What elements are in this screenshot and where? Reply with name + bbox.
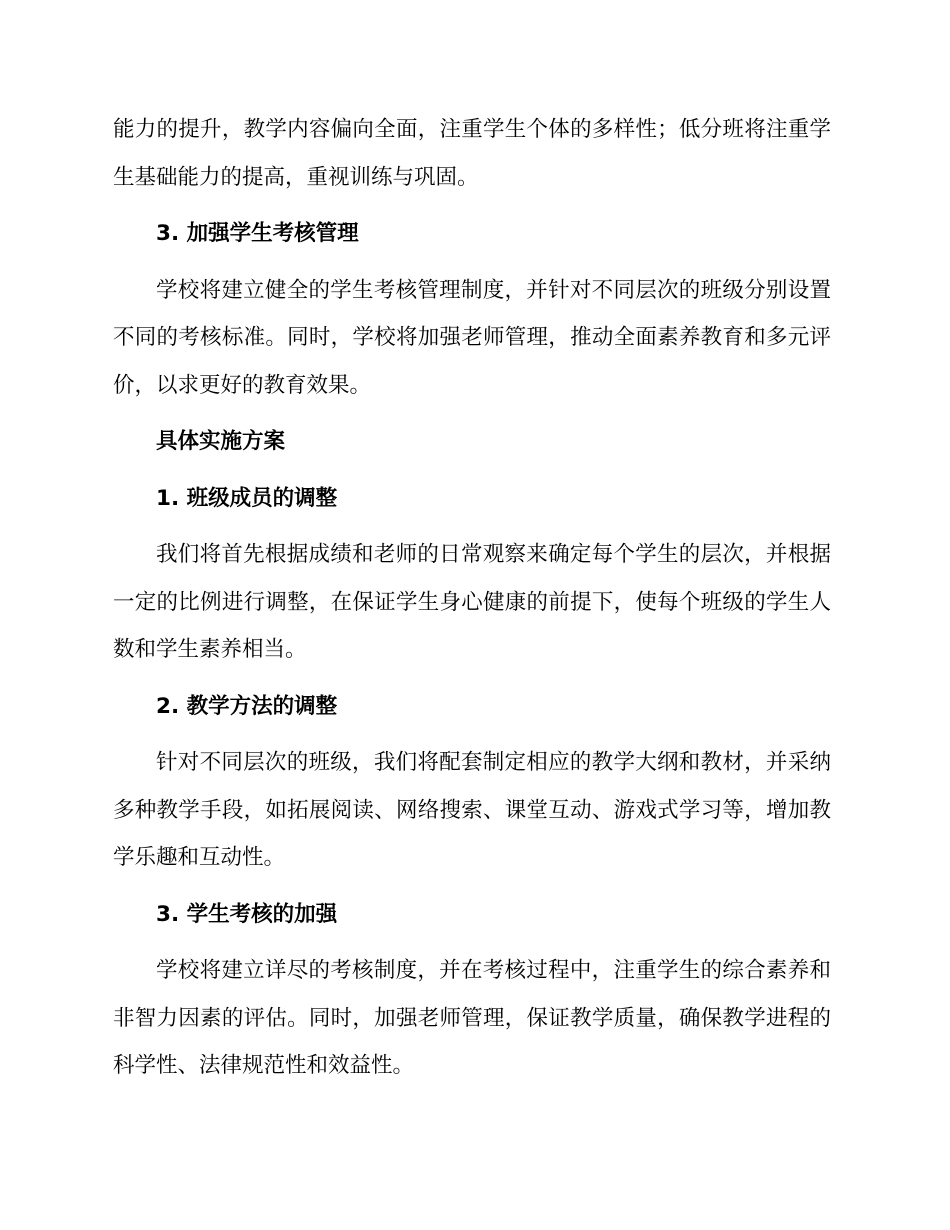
heading-implementation-plan: 具体实施方案 [156, 429, 286, 454]
paragraph-assessment-management: 学校将建立健全的学生考核管理制度，并针对不同层次的班级分别设置不同的考核标准。同时，学校将加强老师管理，推动全面素养教育和多元评价，以求更好的教育效果。 [113, 277, 831, 398]
heading-teaching-method: 2. 教学方法的调整 [156, 693, 338, 719]
heading-assessment-strengthening: 3. 学生考核的加强 [156, 901, 338, 927]
spacer [113, 730, 831, 739]
spacer [113, 674, 831, 683]
paragraph-class-adjustment: 我们将首先根据成绩和老师的日常观察来确定每个学生的层次，并根据一定的比例进行调整，在保证学生身心健康的前提下，使每个班级的学生人数和学生素养相当。 [113, 542, 831, 662]
paragraph-teaching-method: 针对不同层次的班级，我们将配套制定相应的教学大纲和教材，并采纳多种教学手段，如拓展阅读、网络搜索、课堂互动、游戏式学习等，增加教学乐趣和互动性。 [113, 750, 831, 870]
document-body [113, 106, 831, 1090]
heading-assessment-management: 3. 加强学生考核管理 [156, 221, 359, 246]
spacer [113, 938, 831, 947]
paragraph-continued: 能力的提升，教学内容偏向全面，注重学生个体的多样性；低分班将注重学生基础能力的提高，重视训练与巩固。 [113, 117, 831, 190]
paragraph-assessment-strengthening: 学校将建立详尽的考核制度，并在考核过程中，注重学生的综合素养和非智力因素的评估。同时，加强老师管理，保证教学质量，确保教学进程的科学性、法律规范性和效益性。 [113, 958, 831, 1078]
heading-class-adjustment: 1. 班级成员的调整 [156, 485, 338, 511]
spacer [113, 409, 831, 418]
spacer [113, 466, 831, 475]
spacer [113, 258, 831, 267]
spacer [113, 522, 831, 531]
spacer [113, 201, 831, 210]
spacer [113, 882, 831, 891]
